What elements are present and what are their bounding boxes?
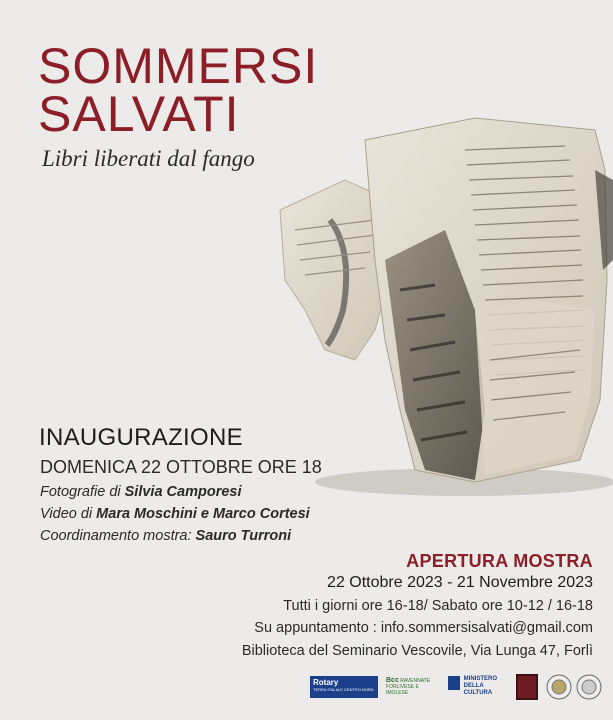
bcc-logo: Bcc RAVENNATE FORLIVESE E IMOLESE <box>386 677 431 696</box>
exhibition-heading: APERTURA MOSTRA <box>406 551 593 571</box>
bcc-logo-label: RAVENNATE FORLIVESE E IMOLESE <box>386 678 431 696</box>
video-credit-name: Mara Moschini e Marco Cortesi <box>96 506 310 522</box>
coordination-credit-name: Sauro Turroni <box>195 528 292 544</box>
video-credit <box>40 506 310 522</box>
exhibition-venue: Biblioteca del Seminario Vescovile, Via Lunga 47, Forlì <box>241 643 593 659</box>
inauguration-heading: INAUGURAZIONE <box>39 424 243 451</box>
library-logo <box>516 674 538 700</box>
exhibition-subtitle: Libri liberati dal fango <box>42 146 255 171</box>
photo-credit-label: Fotografie di <box>40 484 121 500</box>
exhibition-appointment: Su appuntamento : info.sommersisalvati@gmail.com <box>254 620 593 636</box>
title-line-1: SOMMERSI <box>38 38 319 94</box>
sponsor-logos <box>310 672 600 704</box>
photo-credit-name: Silvia Camporesi <box>124 484 242 500</box>
rotary-logo <box>310 676 378 698</box>
ministero-logo <box>448 676 508 698</box>
ministero-logo-label: MINISTERO DELLA CULTURA <box>463 676 498 696</box>
photo-credit <box>40 484 242 500</box>
coordination-credit-label: Coordinamento mostra: <box>40 528 192 544</box>
rotary-logo-sub: TERRA ITALIA E CENTRO NORD <box>313 687 374 692</box>
exhibition-hours: Tutti i giorni ore 16-18/ Sabato ore 10-12 / 16-18 <box>283 598 593 614</box>
exhibition-dates: 22 Ottobre 2023 - 21 Novembre 2023 <box>327 574 593 591</box>
rotary-logo-label: Rotary <box>313 678 339 687</box>
coordination-credit <box>40 528 291 544</box>
seal-1 <box>546 674 572 700</box>
video-credit-label: Video di <box>40 506 93 522</box>
title-line-2: SALVATI <box>38 86 240 142</box>
seal-2 <box>576 674 602 700</box>
damaged-book-image <box>235 110 613 510</box>
inauguration-date: DOMENICA 22 OTTOBRE ORE 18 <box>40 457 322 477</box>
